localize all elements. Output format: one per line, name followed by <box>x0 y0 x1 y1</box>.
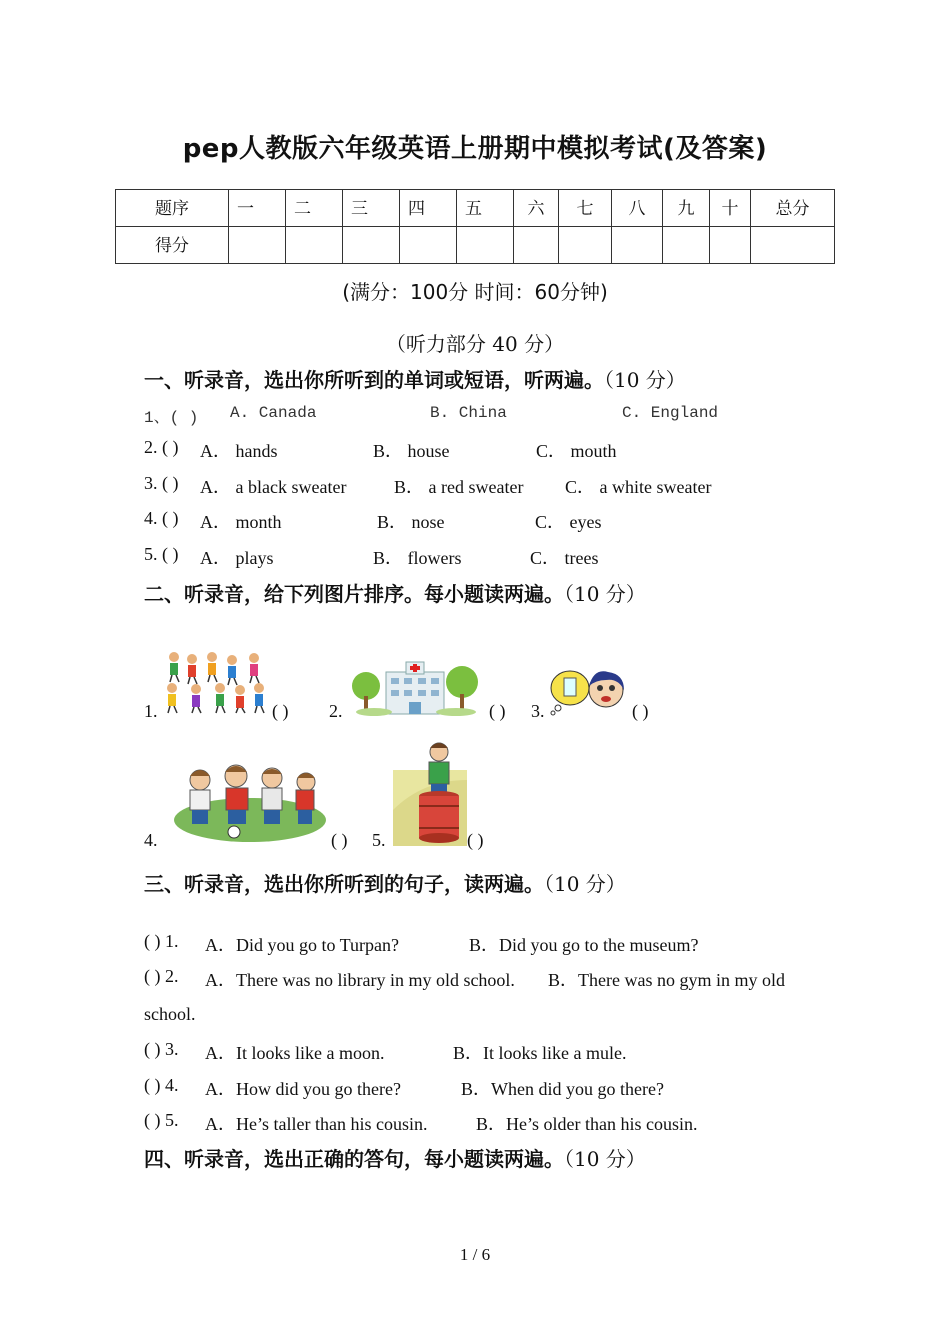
s1-q1-option-b: B. China <box>430 404 507 422</box>
s2-item5-answer-blank[interactable]: ( ) <box>467 830 484 850</box>
s1-q3-option-b: B． a red sweater <box>394 477 524 497</box>
s3-q5-number: ( ) 5. <box>144 1110 179 1130</box>
score-header-cell: 五 <box>457 190 514 227</box>
section3-heading: 三、听录音，选出你所听到的句子，读两遍。（10 分） <box>144 872 626 896</box>
score-cell[interactable] <box>514 227 559 264</box>
s2-item3-answer-blank[interactable]: ( ) <box>632 701 649 721</box>
children-dancing-picture <box>162 648 270 714</box>
s2-item1-answer-blank[interactable]: ( ) <box>272 701 289 721</box>
s1-q2-option-a: A． hands <box>200 441 278 461</box>
score-table-header-row <box>116 190 835 227</box>
score-cell[interactable] <box>559 227 612 264</box>
s2-item4-answer-blank[interactable]: ( ) <box>331 830 348 850</box>
s1-q1-number: 1、( ) <box>144 409 199 427</box>
score-cell[interactable] <box>400 227 457 264</box>
s1-q2-number: 2. ( ) <box>144 437 179 457</box>
score-header-cell: 八 <box>612 190 663 227</box>
score-header-cell: 四 <box>400 190 457 227</box>
s2-item2-number: 2. <box>329 701 343 721</box>
score-header-cell: 一 <box>229 190 286 227</box>
score-table <box>115 189 835 264</box>
score-cell[interactable] <box>751 227 835 264</box>
s3-q4-number: ( ) 4. <box>144 1075 179 1095</box>
score-header-cell: 二 <box>286 190 343 227</box>
s3-q2-option-b-continued: school. <box>144 1004 196 1024</box>
hospital-picture <box>346 660 486 716</box>
score-table-score-row <box>116 227 835 264</box>
s3-q2-number: ( ) 2. <box>144 966 179 986</box>
s3-q2-option-b: B．There was no gym in my old <box>548 970 785 990</box>
s2-item4-number: 4. <box>144 830 158 850</box>
s2-item3-number: 3. <box>531 701 545 721</box>
s2-item2-answer-blank[interactable]: ( ) <box>489 701 506 721</box>
score-row-label: 得分 <box>116 227 229 264</box>
s3-q2-option-a: A．There was no library in my old school. <box>205 970 515 990</box>
s1-q4-number: 4. ( ) <box>144 508 179 528</box>
s1-q4-option-b: B． nose <box>377 512 445 532</box>
score-header-cell: 总分 <box>751 190 835 227</box>
page-title: pep人教版六年级英语上册期中模拟考试(及答案) <box>182 134 768 164</box>
s1-q5-option-a: A． plays <box>200 548 274 568</box>
score-cell[interactable] <box>612 227 663 264</box>
s3-q3-option-a: A．It looks like a moon. <box>205 1043 385 1063</box>
score-header-cell: 三 <box>343 190 400 227</box>
s3-q3-number: ( ) 3. <box>144 1039 179 1059</box>
score-header-cell: 六 <box>514 190 559 227</box>
s3-q1-option-a: A．Did you go to Turpan? <box>205 935 400 955</box>
s1-q2-option-b: B． house <box>373 441 450 461</box>
score-header-cell: 七 <box>559 190 612 227</box>
section4-heading: 四、听录音，选出正确的答句，每小题读两遍。（10 分） <box>144 1147 646 1171</box>
s2-item5-number: 5. <box>372 830 386 850</box>
page-number: 1 / 6 <box>459 1245 491 1264</box>
exam-info: (满分：100分 时间：60分钟) <box>342 280 608 304</box>
score-cell[interactable] <box>343 227 400 264</box>
s1-q5-number: 5. ( ) <box>144 544 179 564</box>
s1-q1-option-a: A. Canada <box>230 404 317 422</box>
score-header-cell: 九 <box>663 190 710 227</box>
section2-heading: 二、听录音，给下列图片排序。每小题读两遍。（10 分） <box>144 582 646 606</box>
s1-q5-option-c: C． trees <box>530 548 599 568</box>
score-header-cell: 题序 <box>116 190 229 227</box>
s1-q3-number: 3. ( ) <box>144 473 179 493</box>
s3-q1-option-b: B．Did you go to the museum? <box>469 935 699 955</box>
s3-q1-number: ( ) 1. <box>144 931 179 951</box>
s3-q5-option-b: B．He’s older than his cousin. <box>476 1114 698 1134</box>
s1-q5-option-b: B． flowers <box>373 548 462 568</box>
section1-heading: 一、听录音，选出你所听到的单词或短语，听两遍。（10 分） <box>144 368 686 392</box>
s1-q1-option-c: C. England <box>622 404 719 422</box>
score-cell[interactable] <box>663 227 710 264</box>
boy-on-drum-picture <box>393 740 467 846</box>
s3-q5-option-a: A．He’s taller than his cousin. <box>205 1114 428 1134</box>
s1-q3-option-c: C． a white sweater <box>565 477 712 497</box>
score-cell[interactable] <box>286 227 343 264</box>
thirsty-boy-picture <box>548 666 626 716</box>
listening-part-label: （听力部分 40 分） <box>385 332 565 356</box>
kids-playing-football-picture <box>172 758 328 844</box>
s3-q3-option-b: B．It looks like a mule. <box>453 1043 627 1063</box>
s3-q4-option-a: A．How did you go there? <box>205 1079 401 1099</box>
score-cell[interactable] <box>229 227 286 264</box>
score-cell[interactable] <box>710 227 751 264</box>
score-header-cell: 十 <box>710 190 751 227</box>
s2-item1-number: 1. <box>144 701 158 721</box>
s1-q3-option-a: A． a black sweater <box>200 477 347 497</box>
s1-q2-option-c: C． mouth <box>536 441 617 461</box>
score-cell[interactable] <box>457 227 514 264</box>
s1-q4-option-a: A． month <box>200 512 282 532</box>
s3-q4-option-b: B．When did you go there? <box>461 1079 664 1099</box>
s1-q4-option-c: C． eyes <box>535 512 602 532</box>
